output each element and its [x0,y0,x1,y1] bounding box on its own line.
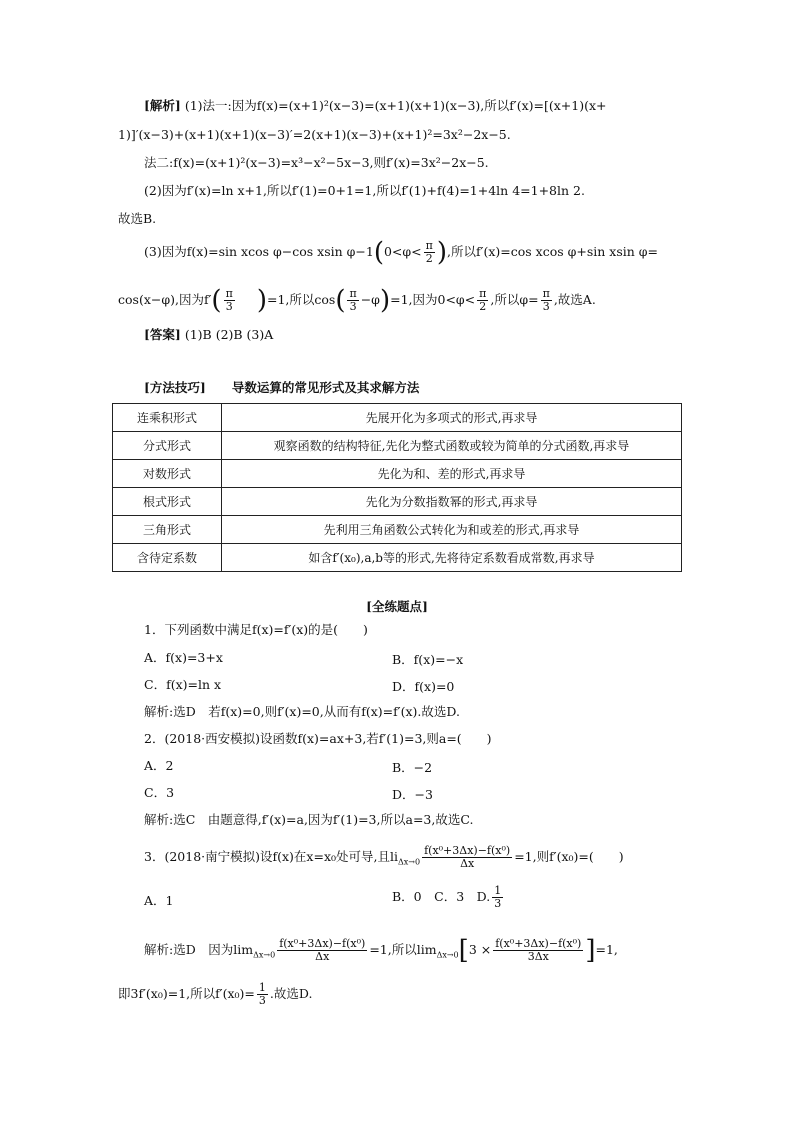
fraction-pi-over-3: $\frac{\pi}{3}$ [225,287,233,313]
analysis-7c: −φ [360,292,380,307]
analysis-7d: =1,因为0<φ< [390,292,476,307]
question-1: 1．下列函数中满足f(x)=f′(x)的是( ) [144,622,368,637]
table-key: 分式形式 [113,432,222,460]
q3-sol2-b: .故选D. [269,986,313,1001]
table-key: 含待定系数 [113,544,222,572]
q3-option-d-fraction: $\frac{1}{3}$ [494,884,502,910]
analysis-line-2: 1)]′(x−3)+(x+1)(x+1)(x−3)′=2(x+1)(x−3)+(x+1)²=3x²−2x−5. [118,127,511,142]
q2-option-b: B．−2 [392,760,433,775]
table-row [113,488,682,516]
table-row [113,544,682,572]
q1-option-a: A．f(x)=3+x [144,650,223,665]
table-value: 先利用三角函数公式转化为和或差的形式,再求导 [222,516,682,544]
q2-option-a: A．2 [144,758,174,773]
table-row [113,460,682,488]
method-heading [144,380,419,396]
q3-sol-fraction-1: $\frac{\text{f(x⁰+3Δx)−f(x⁰)}}{\Delta x}$ [279,937,366,963]
table-row [113,516,682,544]
q2-option-d: D．−3 [392,787,433,802]
table-key: 三角形式 [113,516,222,544]
q3-sol-b: =1,所以lim [369,942,437,957]
q3-sol-c: 3 × [468,942,492,957]
method-label: [方法技巧] [144,380,206,395]
practice-heading: [全练题点] [366,599,428,614]
analysis-7b: =1,所以cos [266,292,336,307]
method-table [112,403,682,572]
q3-options-bc: B．0 C．3 D. [392,889,491,904]
q3-limit-sub: Δx→0 [397,857,421,867]
table-value: 先化为分数指数幂的形式,再求导 [222,488,682,516]
q1-solution: 解析:选D 若f(x)=0,则f′(x)=0,从而有f(x)=f′(x).故选D. [144,704,460,719]
table-key: 连乘积形式 [113,404,222,432]
question-3 [144,845,624,871]
analysis-7a: cos(x−φ),因为f′ [118,292,212,307]
q3-solution-2 [118,982,312,1007]
table-key: 对数形式 [113,460,222,488]
q3-text-b: =1,则f′(x₀)=( ) [514,849,624,864]
analysis-line-4: (2)因为f′(x)=ln x+1,所以f′(1)=0+1=1,所以f′(1)+f(4)=1+4ln 4=1+8ln 2. [144,183,585,198]
q2-option-c: C．3 [144,785,175,800]
analysis-6a: (3)因为f(x)=sin xcos φ−cos xsin φ−1 [144,244,374,259]
q3-sol-a: 解析:选D 因为lim [144,942,254,957]
answer-label: [答案] [144,327,181,342]
table-value: 先展开化为多项式的形式,再求导 [222,404,682,432]
table-key: 根式形式 [113,488,222,516]
q3-sol-d: =1, [595,942,618,957]
method-title: 导数运算的常见形式及其求解方法 [231,380,420,395]
q3-solution-1: 解析:选D 因为$\lim_{\Delta x\to 0}$ $\frac{\text{f(x⁰+3Δx)−f(x⁰)}}{\Delta x}$ =1,所以$\lim_{\Delta x\to 0}[3$ × $\frac{\text{f(x⁰+3Δx)−f(x⁰)}}{3\Delta x}$ ]=1, [144,935,618,966]
fraction-pi-over-3b: $\frac{\pi}{3}$ [349,287,357,313]
analysis-6b: 0<φ< [383,244,422,259]
table-value: 观察函数的结构特征,先化为整式函数或较为简单的分式函数,再求导 [222,432,682,460]
table-row [113,404,682,432]
q3-sol2-a: 即3f′(x₀)=1,所以f′(x₀)= [118,986,255,1001]
fraction-pi-over-3c: $\frac{\pi}{3}$ [542,287,550,313]
table-row [113,432,682,460]
paren-left: ( [373,237,384,268]
q3-options-bcd [392,885,505,910]
analysis-text-1: (1)法一:因为f(x)=(x+1)²(x−3)=(x+1)(x+1)(x−3),所以f′(x)=[(x+1)(x+ [184,98,607,113]
fraction-pi-over-2b: $\frac{\pi}{2}$ [479,287,487,313]
answer-line [144,327,273,343]
analysis-line-7: cos(x−φ),因为f′( $\frac{\pi}{3}$ )=1,所以cos( $\frac{\pi}{3}$ −φ)=1,因为0<φ< $\frac{\pi}{2}$ ,所以φ= $\frac{\pi}{3}$ ,故选A. [118,285,596,316]
analysis-6c: ,所以f′(x)=cos xcos φ+sin xsin φ= [447,244,658,259]
q3-text-a: 3．(2018·南宁模拟)设f(x)在x=x₀处可导,且li [144,849,398,864]
q2-solution: 解析:选C 由题意得,f′(x)=a,因为f′(1)=3,所以a=3,故选C. [144,812,474,827]
fraction-pi-over-2: $\frac{\pi}{2}$ [425,239,433,265]
q3-sol-fraction-2: $\frac{\text{f(x⁰+3Δx)−f(x⁰)}}{3\Delta x}$ [495,937,582,963]
analysis-7f: ,故选A. [553,292,596,307]
q1-option-b: B．f(x)=−x [392,652,464,667]
question-2: 2．(2018·西安模拟)设函数f(x)=ax+3,若f′(1)=3,则a=( ) [144,731,492,746]
q3-sol2-fraction: $\frac{1}{3}$ [258,981,266,1007]
q1-option-c: C．f(x)=ln x [144,677,222,692]
q3-option-a: A．1 [144,893,174,908]
analysis-label: [解析] [144,98,181,113]
table-value: 如含f′(x₀),a,b等的形式,先将待定系数看成常数,再求导 [222,544,682,572]
analysis-line-6 [144,237,658,268]
q3-fraction: $\frac{\text{f(x⁰+3Δx)−f(x⁰)}}{\Delta x}$ [424,844,511,870]
answer-text: (1)B (2)B (3)A [184,327,274,342]
table-value: 先化为和、差的形式,再求导 [222,460,682,488]
analysis-line-1 [144,98,607,114]
paren-right: ) [436,237,448,268]
q1-option-d: D．f(x)=0 [392,679,455,694]
analysis-7e: ,所以φ= [490,292,539,307]
analysis-line-3: 法二:f(x)=(x+1)²(x−3)=x³−x²−5x−3,则f′(x)=3x²−2x−5. [144,155,489,170]
analysis-line-5: 故选B. [118,211,157,226]
